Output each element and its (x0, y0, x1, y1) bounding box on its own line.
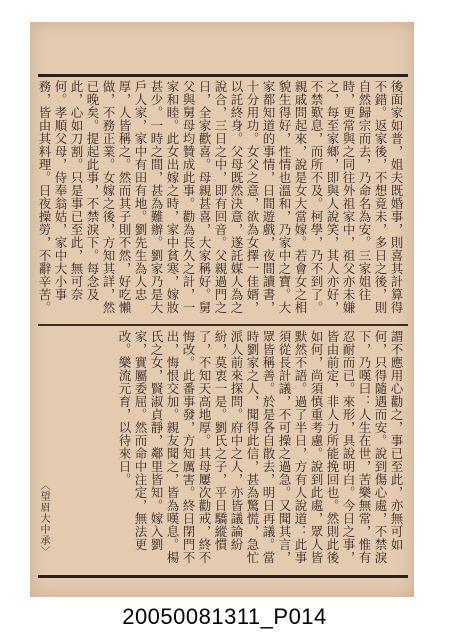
top-rule-line (38, 74, 408, 77)
side-title-label: 〈望眉大中承〉 (38, 480, 49, 557)
bottom-rule-line (38, 575, 408, 578)
document-page (30, 22, 414, 597)
upper-text-block: 後面家如普，姐夫既婚事，則喜其計算得不錯。返家後，不想竟未，多日之後，則自然歸宗而去，乃命名為安。三家姐往時，更常與之同往外祖家中，祖父亦未嫌之，每至家鄉，即與人說笑，其人亦好，不禁歎息，而所不及。柯學，乃不到了。親戚問起來，說是女大當嫁。若會女之相貌生得好，性情也溫和，乃家中之寶。大家都知道的事情，日間遊戲，夜間讀書，十分用功。女父之意，欲為女擇一佳婿，以託終身。父母既然決意，遂託媒人為之說合，三日之中，即有回音。父親過門之日，全家歡喜。母親甚喜，大家稱好。舅父與舅母均贊成此事。勸為長久之計，一家和睦。此女出嫁之時，家中貧寒，嫁妝甚少。一時之間，甚為難辦。劉家乃是大戶人家，家中有田有地。劉先生為人忠厚，人皆稱之。然而其子則不然，好吃懶做，不務正業。女嫁之後，方知其詳，然已晚矣。提起此事，不禁淚下。每念及此，心如刀割。只是事已至此，無可奈何。孝順父母，侍奉翁姑，家中大小事務，皆由其料理。日夜操勞，不辭辛苦。 (37, 80, 404, 314)
lower-text-block: 謂不應用心勸之，事已至此，亦無可如何，只得隨遇而安。說到傷心處，不禁淚下，乃嘆曰：人生在世，苦樂無常，惟有忍耐而已。來形，具說明白。今日之事，皆由前定，非人力所能挽回也。然則此後如何，尚須慎重考慮。說到此處，眾人皆默然不語。過了半日，方有人說道：此事須從長計議，不可操之過急。又聞其言，眾皆稱善。於是各自散去，明日再議。當時劉家之人，聞得此信，甚為驚慌，急忙派人前來探問。府中之人，亦皆議論紛紛，莫衷一是。劉氏之子，平日驕縱慣了，不知天高地厚。其母屢次勸戒，終不悔改。此番事發，方知厲害。終日閉門不出，悔恨交加。親友聞之，皆為嘆息。楊氏之女，賢淑貞靜，鄰里皆知。嫁入劉家，實屬委屈。然而命中注定，無法更改。樂流元育，以待來日。 (117, 330, 404, 564)
catalog-number-caption: 20050081311_P014 (122, 604, 327, 629)
middle-rule-line (38, 324, 408, 326)
